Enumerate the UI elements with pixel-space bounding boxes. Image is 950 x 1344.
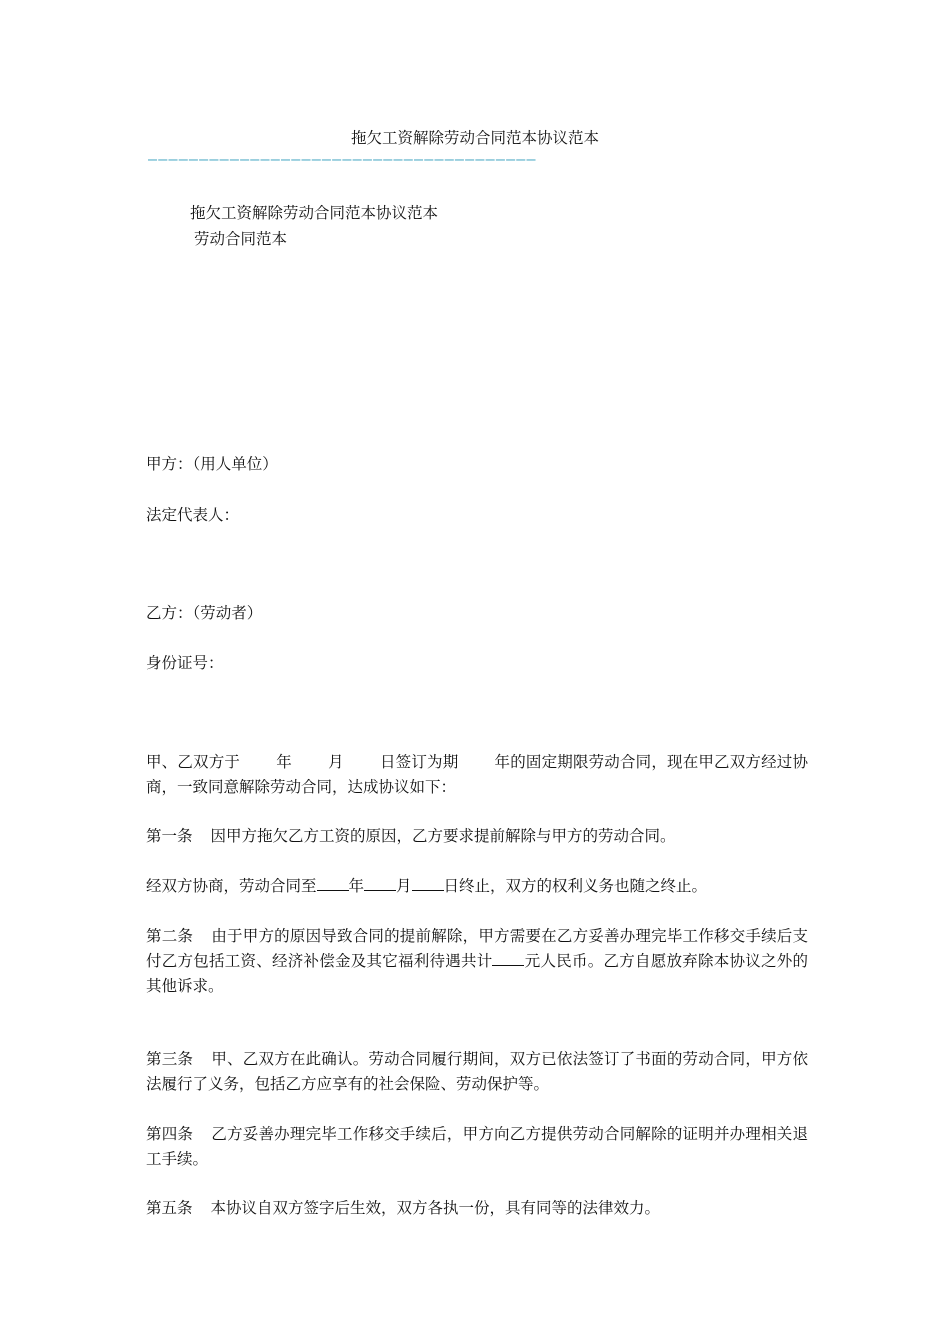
article-text: 乙方妥善办理完毕工作移交手续后，甲方向乙方提供劳动合同解除的证明并办理相关退工手续。: [146, 1125, 808, 1168]
preamble-text: 日签订为期: [379, 753, 459, 771]
article-5: [146, 1196, 808, 1221]
preamble-text: 年的固定期限劳动合同，现在甲乙双方经过协商，一致同意解除劳动合同，达成协议如下：: [146, 753, 808, 796]
article-4: [146, 1122, 808, 1172]
termination-paragraph: [146, 874, 808, 899]
document-header-title: 拖欠工资解除劳动合同范本协议范本: [350, 129, 599, 147]
document-subtitle: 劳动合同范本: [194, 230, 288, 248]
preamble-text: 月: [327, 753, 344, 771]
article-label: 第五条: [146, 1199, 193, 1217]
legal-representative-label: 法定代表人：: [146, 506, 240, 524]
preamble-text: 甲、乙双方于: [146, 753, 241, 771]
blank-field: [492, 951, 524, 966]
article-3: [146, 1047, 808, 1097]
blank-field: [317, 876, 349, 891]
article-1: [146, 824, 808, 849]
header-divider: ——————————————————————————————————————: [148, 150, 537, 168]
article-label: 第四条: [146, 1125, 194, 1143]
article-label: 第三条: [146, 1050, 194, 1068]
termination-text: 日终止，双方的权利义务也随之终止。: [443, 877, 708, 895]
article-text: 因甲方拖欠乙方工资的原因，乙方要求提前解除与甲方的劳动合同。: [210, 827, 676, 845]
article-text: 本协议自双方签字后生效，双方各执一份，具有同等的法律效力。: [210, 1199, 661, 1217]
article-text: 甲、乙双方在此确认。劳动合同履行期间，双方已依法签订了书面的劳动合同，甲方依法履行了义务，包括乙方应享有的社会保险、劳动保护等。: [146, 1050, 808, 1093]
id-number-label: 身份证号：: [146, 654, 224, 672]
termination-text: 年: [348, 877, 365, 895]
blank-field: [364, 876, 396, 891]
blank-field: [412, 876, 444, 891]
article-text: 元人民币。乙方自愿放弃除本协议之外的其他诉求。: [146, 952, 808, 995]
preamble-text: 年: [276, 753, 292, 771]
party-b-label: 乙方：（劳动者）: [146, 604, 263, 622]
termination-text: 经双方协商，劳动合同至: [146, 877, 317, 895]
article-text: 由于甲方的原因导致合同的提前解除，甲方需要在乙方妥善办理完毕工作移交手续后支付乙方包括工资、经济补偿金及其它福利待遇共计: [146, 927, 808, 970]
termination-text: 月: [396, 877, 412, 895]
article-label: 第二条: [146, 927, 194, 945]
article-2: [146, 924, 808, 999]
party-a-label: 甲方：（用人单位）: [146, 455, 278, 473]
document-title: 拖欠工资解除劳动合同范本协议范本: [190, 204, 439, 222]
preamble-paragraph: [146, 750, 808, 800]
article-label: 第一条: [146, 827, 193, 845]
